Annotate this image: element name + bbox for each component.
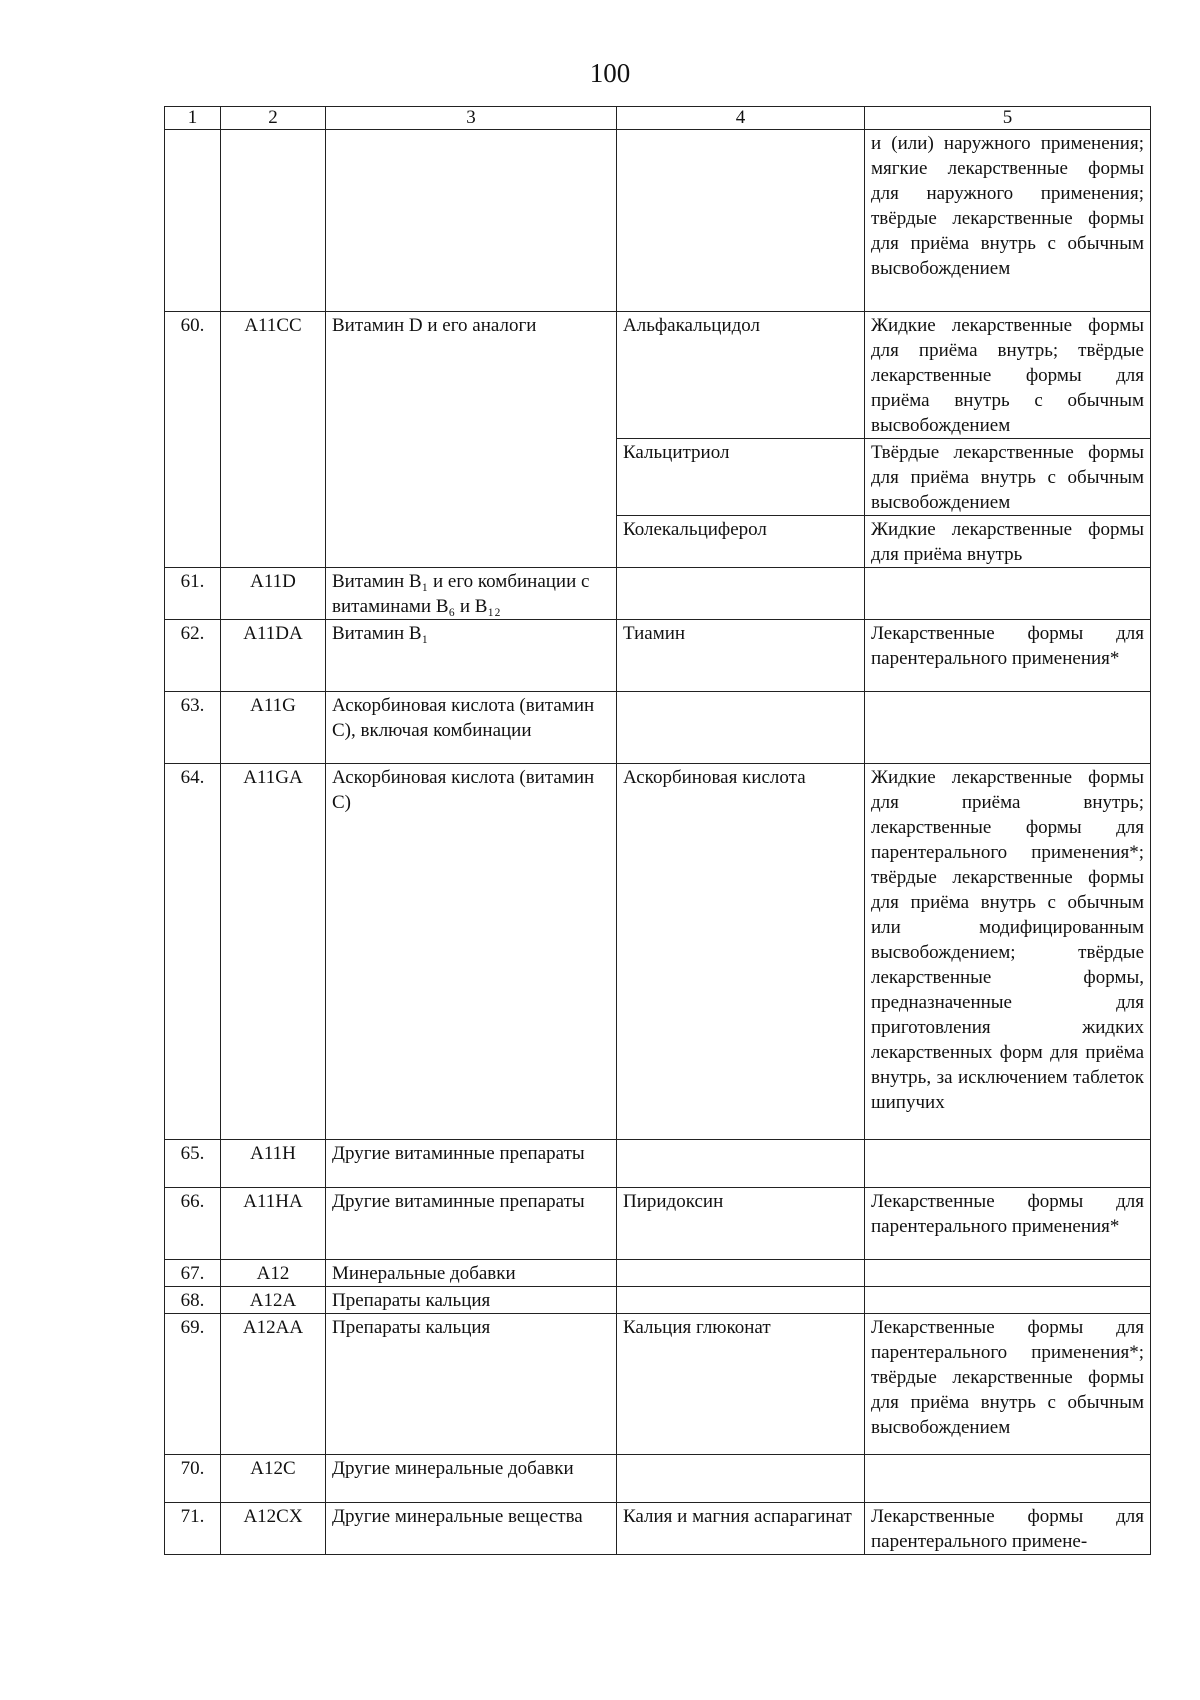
row-number: 70. xyxy=(165,1455,221,1503)
drug-name xyxy=(617,692,865,764)
drug-name: Тиамин xyxy=(617,620,865,692)
drug-name xyxy=(617,130,865,312)
drug-name xyxy=(617,1140,865,1188)
dosage-forms xyxy=(865,1260,1151,1287)
dosage-forms xyxy=(865,692,1151,764)
table-row xyxy=(165,1455,1151,1503)
atc-code: A11HA xyxy=(221,1188,326,1260)
dosage-forms: Лекарственные формы для парентерального примене- xyxy=(865,1503,1151,1555)
dosage-forms: Жидкие лекарственные формы для приёма внутрь xyxy=(865,516,1151,568)
row-number xyxy=(165,130,221,312)
table-row xyxy=(165,620,1151,692)
group-name: Препараты кальция xyxy=(326,1287,617,1314)
table-row xyxy=(165,764,1151,1140)
column-header: 3 xyxy=(326,107,617,130)
drug-name xyxy=(617,1287,865,1314)
row-number: 68. xyxy=(165,1287,221,1314)
dosage-forms: Лекарственные формы для парентерального применения*; твёрдые лекарственные формы для приёма внутрь с обычным высвобождением xyxy=(865,1314,1151,1455)
row-number: 61. xyxy=(165,568,221,620)
dosage-forms: Жидкие лекарственные формы для приёма внутрь; твёрдые лекарственные формы для приёма внутрь с обычным высвобождением xyxy=(865,312,1151,439)
row-number: 60. xyxy=(165,312,221,568)
dosage-forms xyxy=(865,1455,1151,1503)
group-name: Другие минеральные добавки xyxy=(326,1455,617,1503)
atc-code: A11G xyxy=(221,692,326,764)
dosage-forms xyxy=(865,568,1151,620)
atc-code xyxy=(221,130,326,312)
drug-name xyxy=(617,1260,865,1287)
group-name: Другие минеральные вещества xyxy=(326,1503,617,1555)
table-row xyxy=(165,1260,1151,1287)
table-row xyxy=(165,130,1151,312)
group-name: Другие витаминные препараты xyxy=(326,1140,617,1188)
drug-name: Кальцитриол xyxy=(617,439,865,516)
dosage-forms: и (или) наружного применения; мягкие лекарственные формы для наружного применения; твёрдые лекарственные формы для приёма внутрь с обычным высвобождением xyxy=(865,130,1151,312)
group-name: Аскорбиновая кислота (витамин C) xyxy=(326,764,617,1140)
medicines-table xyxy=(164,106,1151,1555)
atc-code: A12CX xyxy=(221,1503,326,1555)
dosage-forms: Твёрдые лекарственные формы для приёма внутрь с обычным высвобождением xyxy=(865,439,1151,516)
group-name: Витамин B₁ и его комбинации с витаминами B₆ и B₁₂ xyxy=(326,568,617,620)
atc-code: A11DA xyxy=(221,620,326,692)
dosage-forms: Лекарственные формы для парентерального применения* xyxy=(865,1188,1151,1260)
column-header: 1 xyxy=(165,107,221,130)
dosage-forms xyxy=(865,1140,1151,1188)
row-number: 64. xyxy=(165,764,221,1140)
table-row xyxy=(165,1287,1151,1314)
atc-code: A11H xyxy=(221,1140,326,1188)
page-number: 100 xyxy=(589,58,631,88)
atc-code: A11GA xyxy=(221,764,326,1140)
row-number: 66. xyxy=(165,1188,221,1260)
atc-code: A12AA xyxy=(221,1314,326,1455)
drug-name: Пиридоксин xyxy=(617,1188,865,1260)
column-header: 5 xyxy=(865,107,1151,130)
drug-name: Аскорбиновая кислота xyxy=(617,764,865,1140)
table-row xyxy=(165,1314,1151,1455)
table-row xyxy=(165,1140,1151,1188)
group-name: Минеральные добавки xyxy=(326,1260,617,1287)
drug-name: Колекальциферол xyxy=(617,516,865,568)
dosage-forms: Жидкие лекарственные формы для приёма внутрь; лекарственные формы для парентерального применения*; твёрдые лекарственные формы для приёма внутрь с обычным или модифицированным высвобождением; твёрдые лекарственные формы, предназначенные для приготовления жидких лекарственных форм для приёма внутрь, за исключением таблеток шипучих xyxy=(865,764,1151,1140)
atc-code: A11CC xyxy=(221,312,326,568)
table-row xyxy=(165,312,1151,439)
row-number: 62. xyxy=(165,620,221,692)
row-number: 71. xyxy=(165,1503,221,1555)
table-row xyxy=(165,1188,1151,1260)
table-header-row xyxy=(165,107,1151,130)
row-number: 63. xyxy=(165,692,221,764)
group-name: Другие витаминные препараты xyxy=(326,1188,617,1260)
dosage-forms: Лекарственные формы для парентерального применения* xyxy=(865,620,1151,692)
column-header: 2 xyxy=(221,107,326,130)
atc-code: A11D xyxy=(221,568,326,620)
group-name: Витамин B₁ xyxy=(326,620,617,692)
drug-name: Кальция глюконат xyxy=(617,1314,865,1455)
table-row xyxy=(165,692,1151,764)
drug-name xyxy=(617,568,865,620)
row-number: 67. xyxy=(165,1260,221,1287)
table-row xyxy=(165,568,1151,620)
atc-code: A12A xyxy=(221,1287,326,1314)
group-name: Аскорбиновая кислота (витамин C), включая комбинации xyxy=(326,692,617,764)
atc-code: A12C xyxy=(221,1455,326,1503)
table-row xyxy=(165,1503,1151,1555)
group-name: Препараты кальция xyxy=(326,1314,617,1455)
row-number: 65. xyxy=(165,1140,221,1188)
drug-name: Альфакальцидол xyxy=(617,312,865,439)
group-name: Витамин D и его аналоги xyxy=(326,312,617,568)
column-header: 4 xyxy=(617,107,865,130)
row-number: 69. xyxy=(165,1314,221,1455)
group-name xyxy=(326,130,617,312)
atc-code: A12 xyxy=(221,1260,326,1287)
drug-name xyxy=(617,1455,865,1503)
drug-name: Калия и магния аспарагинат xyxy=(617,1503,865,1555)
dosage-forms xyxy=(865,1287,1151,1314)
